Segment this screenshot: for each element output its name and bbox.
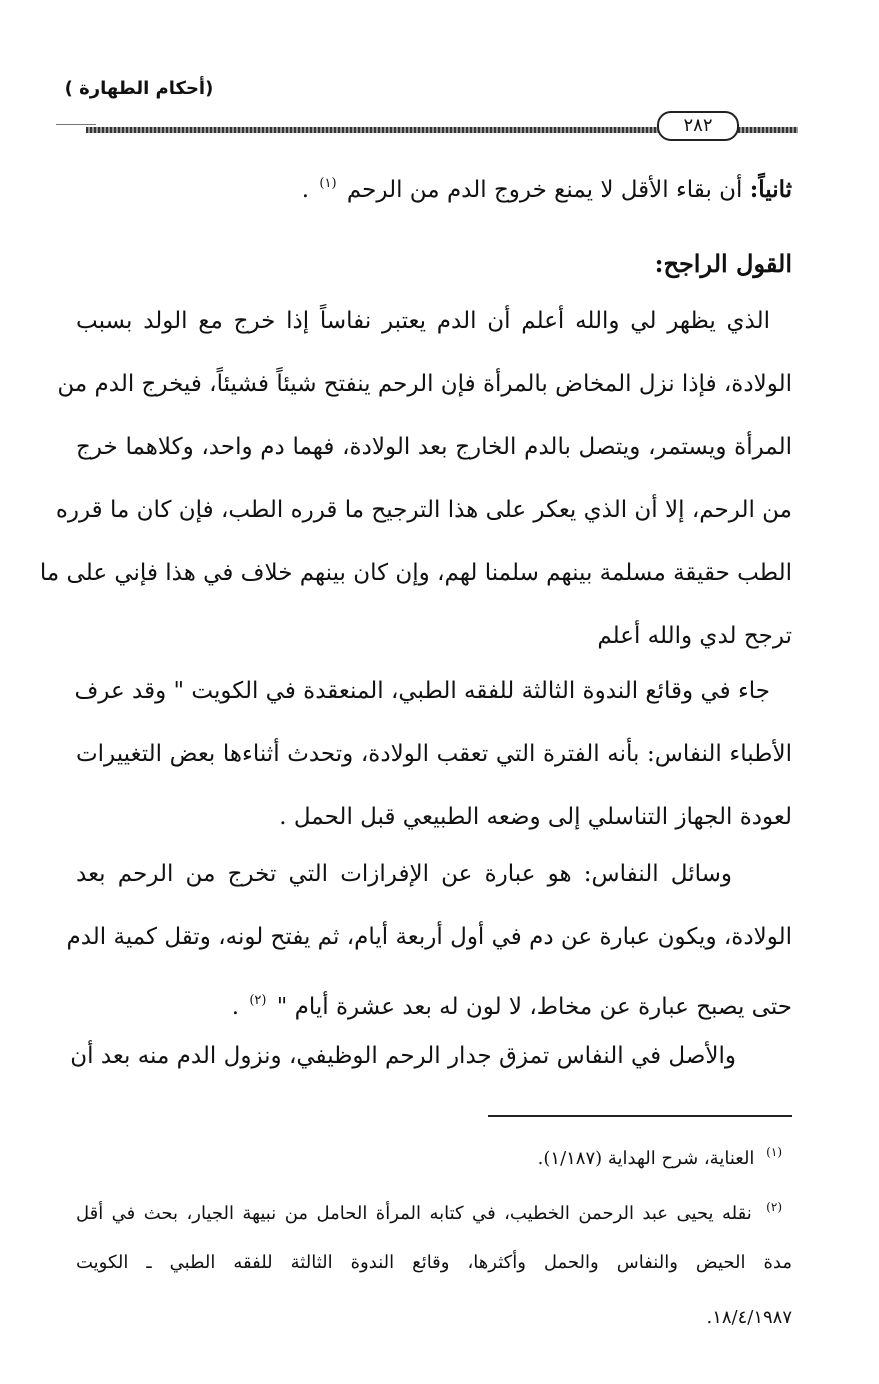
section-heading: القول الراجح: [654, 249, 792, 278]
paragraph-line: لعودة الجهاز التناسلي إلى وضعه الطبيعي قبل الحمل . [279, 804, 792, 830]
section-heading-block [76, 232, 792, 295]
line-end-period: . [231, 994, 239, 1020]
paragraph-preferred-opinion [39, 290, 792, 668]
footnote-separator [488, 1115, 792, 1117]
header-rule-left [56, 124, 96, 125]
paragraph-line: من الرحم، إلا أن الذي يعكر على هذا الترجيح ما قرره الطب، فإن كان ما قرره [55, 497, 792, 523]
footnote-1-mark: (١) [766, 1145, 782, 1159]
paragraph-line [76, 969, 792, 1032]
paragraph-seminar-quote [76, 660, 792, 849]
paragraph-origin [70, 1025, 792, 1088]
paragraph-line-text: حتى يصبح عبارة عن مخاط، لا لون له بعد عشرة أيام " [276, 994, 792, 1020]
footnote-ref-1: (١) [319, 176, 337, 191]
paragraph-lochia-definition [66, 843, 792, 1032]
line-end-period: . [301, 177, 310, 203]
paragraph-line: وسائل النفاس: هو عبارة عن الإفرازات التي تخرج من الرحم بعد [76, 861, 732, 887]
footnote-1 [76, 1125, 792, 1180]
opening-line [76, 152, 792, 215]
paragraph-line: الطب حقيقة مسلمة بينهم سلمنا لهم، وإن كان بينهم خلاف في هذا فإني على ما [39, 560, 792, 586]
page-number: ٢٨٢ [657, 111, 739, 141]
second-point-text: أن بقاء الأقل لا يمنع خروج الدم من الرحم [346, 177, 743, 203]
paragraph-line: الولادة، ويكون عبارة عن دم في أول أربعة أيام، ثم يفتح لونه، وتقل كمية الدم [66, 924, 792, 950]
paragraph-line: المرأة ويستمر، ويتصل بالدم الخارج بعد الولادة، فهما دم واحد، وكلاهما خرج [76, 434, 792, 460]
paragraph-line: الأطباء النفاس: بأنه الفترة التي تعقب الولادة، وتحدث أثناءها بعض التغييرات [76, 741, 792, 767]
footnote-ref-2: (٢) [249, 993, 267, 1008]
footnote-2-line: نقله يحيى عبد الرحمن الخطيب، في كتابه المرأة الحامل من نبيهة الجيار، بحث في أقل [76, 1203, 752, 1224]
paragraph-line: الولادة، فإذا نزل المخاض بالمرأة فإن الرحم ينفتح شيئاً فشيئاً، فيخرج الدم من [57, 371, 792, 397]
footnote-2-line: مدة الحيض والنفاس والحمل وأكثرها، وقائع الندوة الثالثة للفقه الطبي ـ الكويت [76, 1252, 792, 1273]
paragraph-line: الذي يظهر لي والله أعلم أن الدم يعتبر نفاساً إذا خرج مع الولد بسبب [76, 308, 770, 334]
paragraph-line: ترجح لدي والله أعلم [597, 623, 792, 649]
running-header-title: (أحكام الطهارة ) [64, 78, 214, 99]
footnote-1-text: العناية، شرح الهداية (١/١٨٧). [537, 1148, 755, 1169]
footnotes [76, 1125, 792, 1345]
footnote-2-line: ١٨/٤/١٩٨٧. [706, 1307, 792, 1328]
footnote-2 [76, 1180, 792, 1235]
footnote-2-mark: (٢) [766, 1200, 782, 1214]
paragraph-line: جاء في وقائع الندوة الثالثة للفقه الطبي، المنعقدة في الكويت " وقد عرف [74, 678, 770, 704]
second-point-label: ثانياً: [749, 176, 792, 203]
paragraph-line: والأصل في النفاس تمزق جدار الرحم الوظيفي، ونزول الدم منه بعد أن [70, 1043, 736, 1069]
